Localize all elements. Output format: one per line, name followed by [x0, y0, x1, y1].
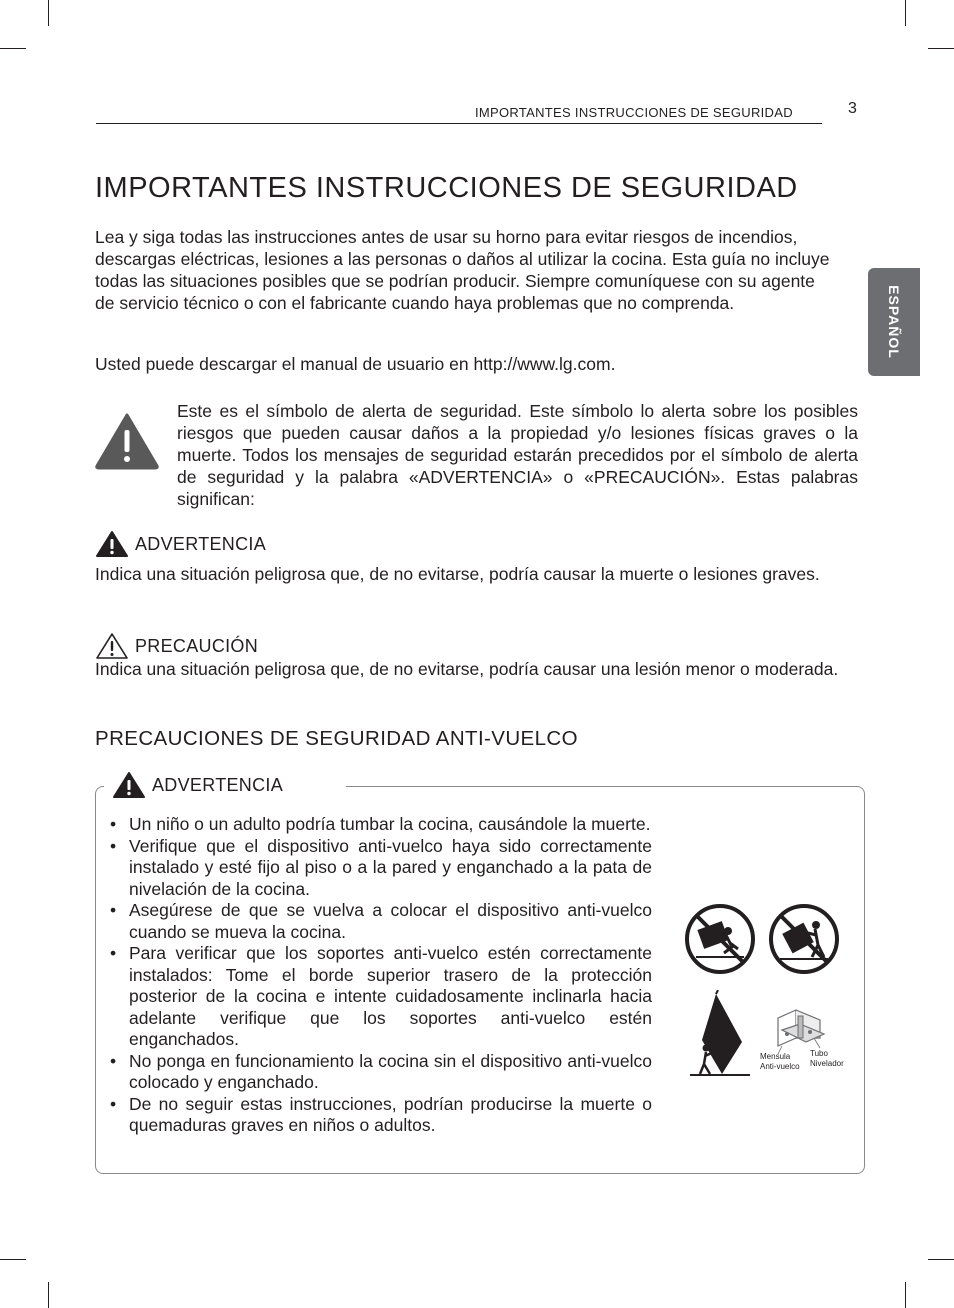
- list-item: • Un niño o un adulto podría tumbar la cocina, causándole la muerte.: [104, 814, 652, 836]
- warning-definition: Indica una situación peligrosa que, de no evitarse, podría causar la muerte o lesiones graves.: [95, 564, 820, 584]
- alert-symbol-description: Este es el símbolo de alerta de seguridad. Este símbolo lo alerta sobre los posibles riesgos que pueden causar daños a la propiedad y/o lesiones físicas graves o la muerte. Todos los mensajes de seguridad estarán precedidos por el símbolo de alerta de seguridad y la palabra «ADVERTENCIA» o «PRECAUCIÓN». Estas palabras significan:: [177, 401, 858, 509]
- download-note: Usted puede descargar el manual de usuario en http://www.lg.com.: [95, 354, 616, 374]
- caution-heading: [95, 632, 258, 660]
- section-title: PRECAUCIONES DE SEGURIDAD ANTI-VUELCO: [95, 727, 578, 750]
- warning-triangle-icon: [112, 771, 146, 799]
- language-tab: [868, 268, 920, 376]
- crop-mark: [0, 48, 26, 49]
- box-warning-heading: [104, 768, 346, 802]
- language-tab-label: ESPAÑOL: [886, 285, 902, 359]
- crop-mark: [48, 0, 49, 26]
- warning-label: ADVERTENCIA: [135, 533, 266, 554]
- crop-mark: [928, 1259, 954, 1260]
- list-item: • Asegúrese de que se vuelva a colocar el dispositivo anti-vuelco cuando se mueva la cocina.: [104, 900, 652, 943]
- crop-mark: [905, 1282, 906, 1308]
- page-number: 3: [848, 100, 857, 117]
- page-title: IMPORTANTES INSTRUCCIONES DE SEGURIDAD: [95, 172, 798, 204]
- anti-tip-bullet-list: [104, 814, 652, 1137]
- running-header: IMPORTANTES INSTRUCCIONES DE SEGURIDAD: [475, 105, 793, 120]
- warning-triangle-icon: [95, 530, 129, 558]
- tipping-range-illustration: [688, 990, 752, 1078]
- list-item: • De no seguir estas instrucciones, podrían producirse la muerte o quemaduras graves en niños o adultos.: [104, 1094, 652, 1137]
- list-item: • No ponga en funcionamiento la cocina sin el dispositivo anti-vuelco colocado y enganchado.: [104, 1051, 652, 1094]
- crop-mark: [905, 0, 906, 26]
- caution-triangle-icon: [95, 632, 129, 660]
- leveling-leg-label-line2: Nivelador: [810, 1059, 844, 1068]
- warning-heading: [95, 530, 266, 558]
- bracket-label-line1: Mensula: [760, 1052, 791, 1061]
- intro-paragraph: Lea y siga todas las instrucciones antes de usar su horno para evitar riesgos de incendios, descargas eléctricas, lesiones a las personas o daños al utilizar la cocina. Esta guía no incluye todas las situaciones posibles que se podrían producir. Siempre comuníquese con su agente de servicio técnico o con el fabricante cuando haya problemas que no comprenda.: [95, 227, 830, 313]
- leveling-leg-label-line1: Tubo: [810, 1049, 828, 1058]
- box-warning-label: ADVERTENCIA: [152, 774, 283, 795]
- crop-mark: [48, 1282, 49, 1308]
- anti-tip-bracket-illustration: [770, 1008, 830, 1054]
- bracket-label-line2: Anti-vuelco: [760, 1062, 800, 1071]
- crop-mark: [0, 1259, 26, 1260]
- caution-label: PRECAUCIÓN: [135, 635, 259, 656]
- leveling-leg-label: [810, 1049, 844, 1069]
- no-climbing-on-door-icon: [684, 903, 756, 975]
- header-rule: [96, 123, 822, 124]
- list-item: • Para verificar que los soportes anti-vuelco estén correctamente instalados: Tome el borde superior trasero de la protección posterior de la cocina e intente cuidadosamente inclinarla hacia adelante verifique que los soportes anti-vuelco estén enganchados.: [104, 943, 652, 1051]
- crop-mark: [928, 48, 954, 49]
- bracket-label: [760, 1052, 800, 1072]
- caution-definition: Indica una situación peligrosa que, de no evitarse, podría causar una lesión menor o moderada.: [95, 659, 839, 679]
- no-tipping-range-icon: [768, 903, 840, 975]
- safety-alert-icon: [94, 412, 160, 470]
- list-item: • Verifique que el dispositivo anti-vuelco haya sido correctamente instalado y esté fijo al piso o a la pared y enganchado a la pata de nivelación de la cocina.: [104, 836, 652, 901]
